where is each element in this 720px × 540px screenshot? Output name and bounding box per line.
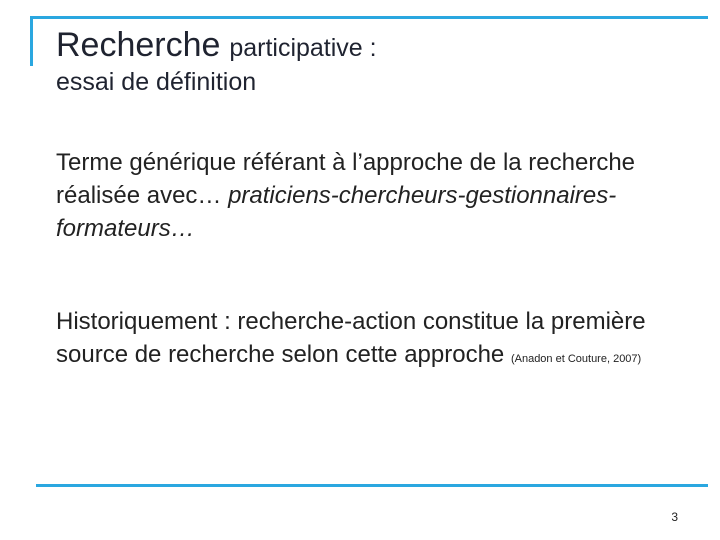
- left-decorative-rule: [30, 16, 33, 66]
- definition-text: Terme générique référant à l’approche de la recherche réalisée avec…: [56, 149, 636, 209]
- page-number: 3: [671, 510, 678, 524]
- title-line-1: [56, 26, 377, 65]
- definition-paragraph: [56, 146, 696, 245]
- title-subtitle: participative :: [229, 34, 377, 62]
- citation: (Anadon et Couture, 2007): [510, 353, 642, 365]
- history-text: Historiquement : recherche-action constitue la première source de recherche selon cette approche: [56, 308, 646, 368]
- slide-title: [56, 26, 377, 97]
- top-decorative-rule: [30, 16, 708, 19]
- title-main-word: Recherche: [56, 26, 221, 64]
- definition-italic-text: praticiens-chercheurs-gestionnaires-formateurs…: [56, 182, 617, 242]
- title-line-2: essai de définition: [56, 68, 257, 97]
- history-paragraph: [56, 305, 696, 371]
- bottom-decorative-rule: [36, 484, 708, 487]
